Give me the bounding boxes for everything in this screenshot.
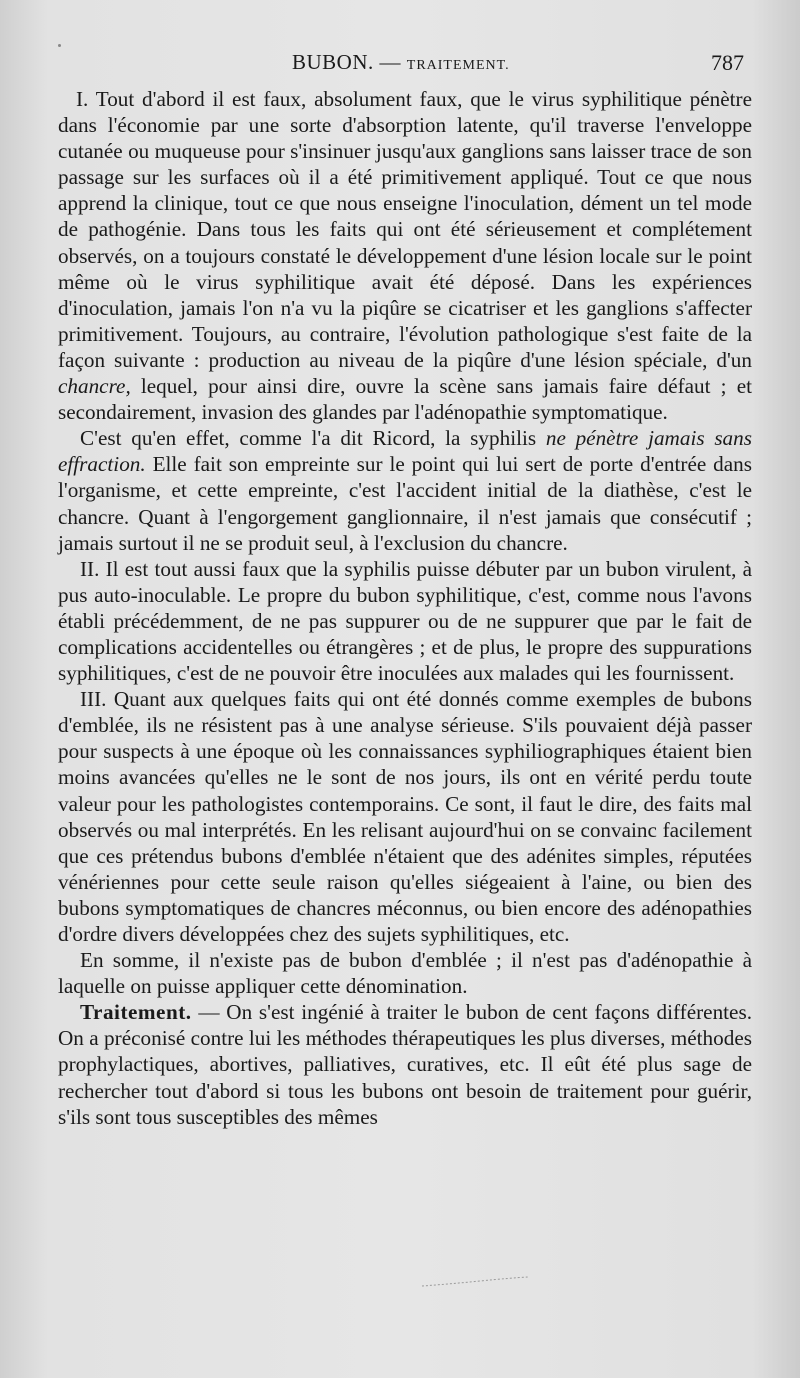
- page-foot-smudge: [420, 1275, 530, 1289]
- section-heading-traitement: Traitement.: [80, 1000, 192, 1025]
- paper-speck: [58, 44, 61, 47]
- paragraph-2-end: Elle fait son empreinte sur le point qui lui sert de porte d'entrée dans l'organisme, et cette empreinte, c'est l'accident initial de la diathèse, c'est le chancre. Quant à l'engorgement ganglionnaire, il n'est jamais que consécutif ; jamais surtout il ne se produit seul, à l'exclusion du chancre.: [58, 452, 752, 555]
- paragraph-6: [58, 999, 752, 1129]
- paragraph-1-end: lequel, pour ainsi dire, ouvre la scène sans jamais faire défaut ; et secondairement, invasion des glandes par l'adénopathie symptomatique.: [58, 374, 752, 425]
- paragraph-1-italic: chancre,: [58, 374, 131, 399]
- paragraph-2-italic: ne pénètre jamais sans effraction.: [58, 426, 752, 477]
- page-number: 787: [711, 50, 744, 75]
- paragraph-1-text: I. Tout d'abord il est faux, absolument faux, que le virus syphilitique pénètre dans l'économie par une sorte d'absorption latente, qu'il traverse l'enveloppe cutanée ou muqueuse pour s'insinuer jusqu'aux ganglions sans laisser trace de son passage sur les surfaces où il a été primitivement appliqué. Tout ce que nous apprend la clinique, tout ce que nous enseigne l'inoculation, dément un tel mode de pathogénie. Dans tous les faits qui ont été sérieusement et complétement observés, on a toujours constaté le développement d'une lésion locale sur le point même où le virus syphilitique avait été déposé. Dans les expériences d'inoculation, jamais l'on n'a vu la piqûre se cicatriser et les ganglions s'affecter primitivement. Toujours, au contraire, l'évolution pathologique s'est faite de la façon suivante : production au niveau de la piqûre d'une lésion spéciale, d'un: [58, 87, 752, 372]
- running-head-dash: —: [373, 50, 407, 74]
- body-text: [58, 86, 752, 1130]
- paragraph-1: [58, 86, 752, 425]
- page-header: [60, 50, 750, 80]
- paragraph-3: II. Il est tout aussi faux que la syphilis puisse débuter par un bubon virulent, à pus auto-inoculable. Le propre du bubon syphilitique, c'est, comme nous l'avons établi précédemment, de ne pas suppurer ou de ne suppurer que par le fait de complications accidentelles ou étrangères ; et de plus, le propre des suppurations syphilitiques, c'est de ne pouvoir être inoculées aux malades qui les fournissent.: [58, 556, 752, 686]
- paragraph-4: III. Quant aux quelques faits qui ont été donnés comme exemples de bubons d'emblée, ils ne résistent pas à une analyse sérieuse. S'ils pouvaient déjà passer pour suspects à une époque où les connaissances syphiliographiques étaient bien moins avancées qu'elles ne le sont de nos jours, ils ont en vérité perdu toute valeur pour les pathologistes contemporains. Ce sont, il faut le dire, des faits mal observés ou mal interprétés. En les relisant aujourd'hui on se convainc facilement que ces prétendus bubons d'emblée n'étaient que des adénites simples, réputées vénériennes pour cette seule raison qu'elles siégeaient à l'aine, ou bien des bubons symptomatiques de chancres méconnus, ou bien encore des adénopathies d'ordre divers développées chez des sujets syphilitiques, etc.: [58, 687, 752, 946]
- paragraph-2-start: C'est qu'en effet, comme l'a dit Ricord, la syphilis: [80, 426, 546, 451]
- running-head: [292, 50, 510, 75]
- paragraph-5: En somme, il n'existe pas de bubon d'emblée ; il n'est pas d'adénopathie à laquelle on puisse appliquer cette dénomination.: [58, 948, 752, 999]
- paragraph-6-text: — On s'est ingénié à traiter le bubon de cent façons différentes. On a préconisé contre lui les méthodes thérapeutiques les plus diverses, méthodes prophylactiques, abortives, palliatives, curatives, etc. Il eût été plus sage de rechercher tout d'abord si tous les bubons ont besoin de traitement pour guérir, s'ils sont tous susceptibles des mêmes: [58, 1000, 752, 1129]
- running-head-sub: TRAITEMENT.: [406, 58, 510, 73]
- paragraph-2: [58, 425, 752, 555]
- running-head-main: BUBON.: [292, 50, 374, 74]
